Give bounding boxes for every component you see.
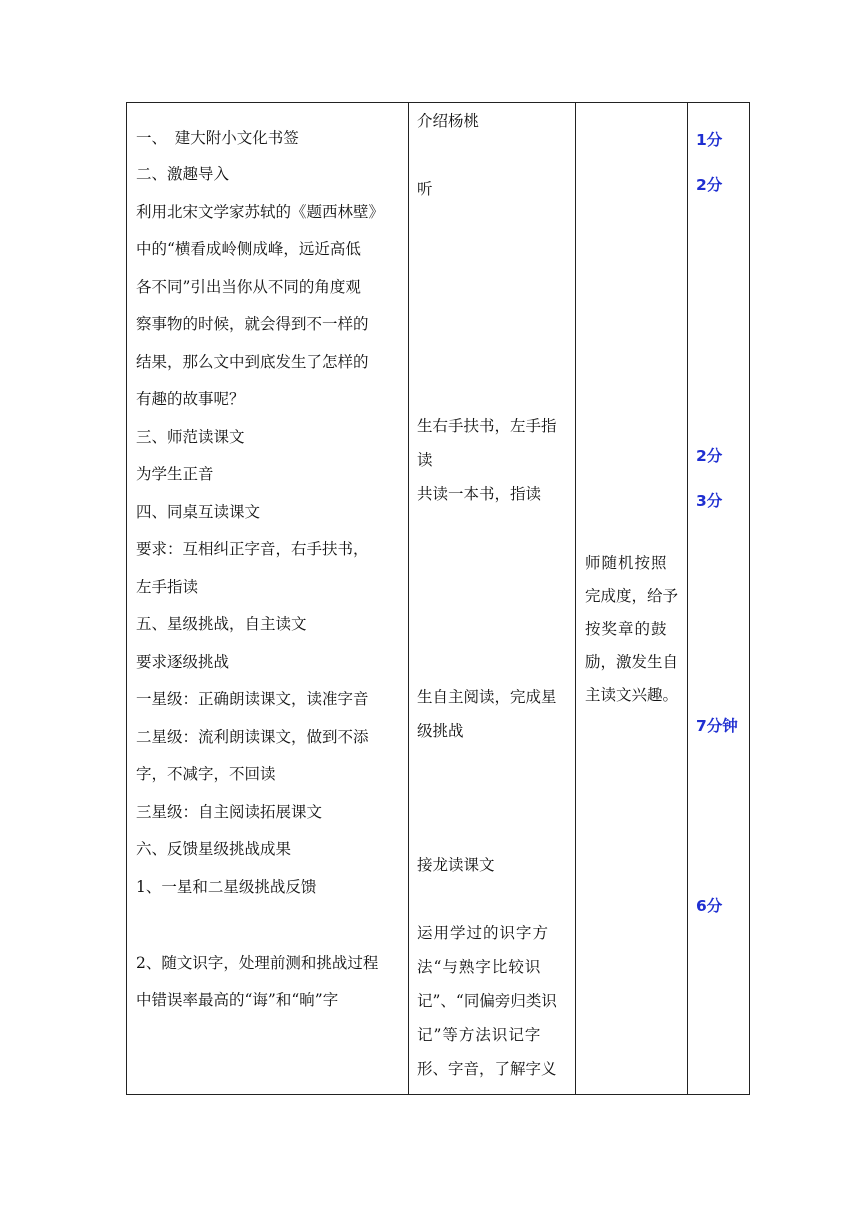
step-line: 三、师范读课文 [136,428,245,446]
step-line: 要求逐级挑战 [136,653,230,671]
column-divider [408,103,409,1094]
step-line: 要求：互相纠正字音，右手扶书， [136,540,369,558]
activity-line: 接龙读课文 [417,856,495,874]
time-label: 3分 [696,492,723,510]
step-line: 结果，那么文中到底发生了怎样的 [136,353,369,371]
activity-line: 生右手扶书，左手指 [417,417,557,435]
activity-line: 共读一本书，指读 [417,485,542,503]
time-label: 1分 [696,131,723,149]
step-line: 1、一星和二星级挑战反馈 [136,878,317,896]
activity-line: 运用学过的识字方 [417,924,550,942]
activity-line: 级挑战 [417,722,464,740]
column-divider [575,103,576,1094]
activity-line: 听 [417,180,433,198]
step-line: 一星级：正确朗读课文，读准字音 [136,690,369,708]
activity-line: 介绍杨桃 [417,112,480,130]
step-line: 左手指读 [136,578,199,596]
step-line: 五、星级挑战，自主读文 [136,615,307,633]
step-line: 二、激趣导入 [136,165,230,183]
time-label: 7分钟 [696,717,738,735]
activity-line: 读 [417,451,433,469]
step-line: 利用北宋文学家苏轼的《题西林壁》 [136,203,385,221]
step-line: 中错误率最高的“诲”和“晌”字 [136,991,339,1009]
teacher-note-line: 主读文兴趣。 [585,686,679,704]
step-line: 为学生正音 [136,465,214,483]
column-divider [687,103,688,1094]
step-line: 三星级：自主阅读拓展课文 [136,803,323,821]
teacher-note-line: 师随机按照 [585,554,668,572]
teacher-note-line: 按奖章的鼓 [585,620,668,638]
step-line: 2、随文识字，处理前测和挑战过程 [136,954,379,972]
step-line: 字，不减字，不回读 [136,765,276,783]
activity-line: 记”等方法识记字 [417,1026,542,1044]
teacher-note-line: 励，激发生自 [585,653,679,671]
time-label: 2分 [696,447,723,465]
activity-line: 记”、“同偏旁归类识 [417,992,557,1010]
step-line: 有趣的故事呢？ [136,390,245,408]
time-label: 2分 [696,176,723,194]
activity-line: 形、字音，了解字义 [417,1060,557,1078]
time-label: 6分 [696,897,723,915]
step-line: 二星级：流利朗读课文，做到不添 [136,728,369,746]
step-line: 一、 建大附小文化书签 [136,129,299,147]
activity-line: 法“与熟字比较识 [417,958,542,976]
step-line: 各不同”引出当你从不同的角度观 [136,278,361,296]
step-line: 六、反馈星级挑战成果 [136,840,292,858]
teacher-note-line: 完成度，给予 [585,587,679,605]
step-line: 察事物的时候，就会得到不一样的 [136,315,369,333]
lesson-plan-table [126,102,750,1095]
step-line: 中的“横看成岭侧成峰，远近高低 [136,240,361,258]
activity-line: 生自主阅读，完成星 [417,688,557,706]
step-line: 四、同桌互读课文 [136,503,261,521]
